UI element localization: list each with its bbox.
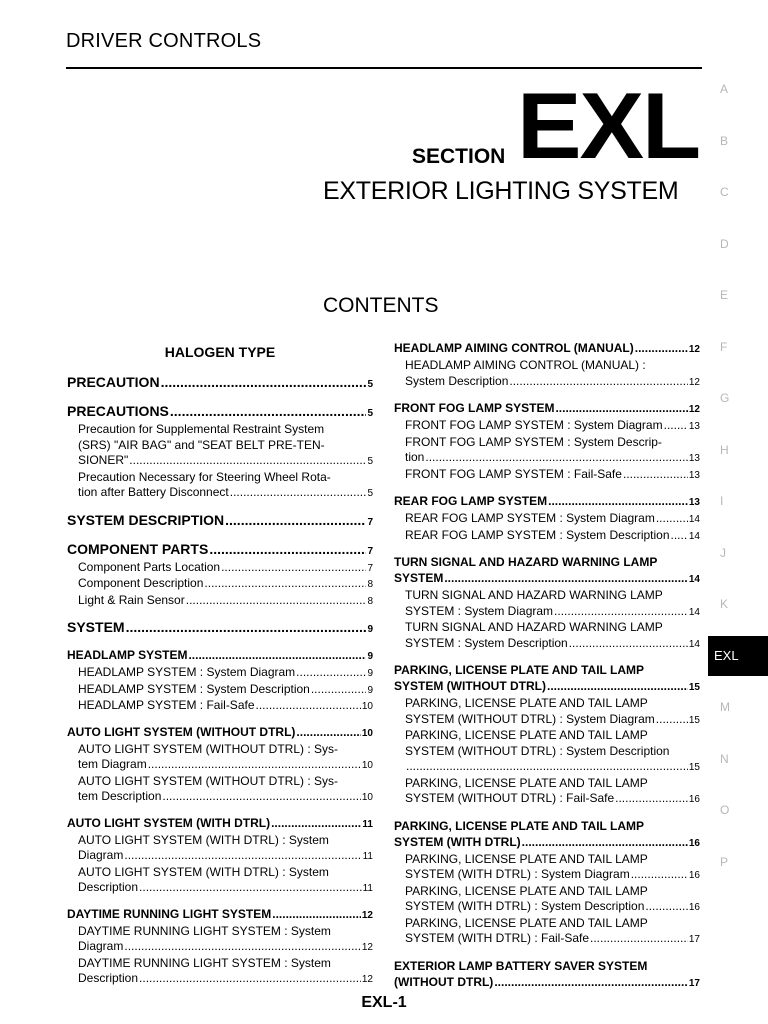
toc-entry-sub[interactable] — [67, 560, 373, 577]
toc-entry-sub[interactable] — [394, 916, 700, 948]
toc-entry-sub[interactable] — [67, 470, 373, 502]
toc-page-number: 13 — [688, 421, 700, 432]
toc-entry-sub[interactable] — [394, 528, 700, 545]
toc-entry-text: TURN SIGNAL AND HAZARD WARNING LAMP — [394, 555, 658, 569]
toc-page-number: 7 — [367, 516, 373, 528]
toc-entry-major[interactable] — [67, 374, 373, 393]
toc-page-number: 16 — [688, 902, 700, 913]
side-tab[interactable]: I — [720, 494, 724, 508]
toc-entry-text: DAYTIME RUNNING LIGHT SYSTEM : System — [78, 923, 331, 938]
toc-entry-section[interactable] — [67, 815, 373, 833]
toc-entry-text: FRONT FOG LAMP SYSTEM : Fail-Safe — [405, 466, 622, 481]
dot-leader — [126, 619, 367, 636]
toc-entry-text: SYSTEM (WITHOUT DTRL) : Fail-Safe — [405, 791, 615, 805]
toc-entry-text: SIONER" — [78, 453, 129, 467]
toc-entry-text: Precaution for Supplemental Restraint System — [78, 422, 325, 436]
toc-page-number: 14 — [688, 606, 700, 618]
toc-entry-sub[interactable] — [394, 511, 700, 528]
side-tab[interactable]: B — [720, 133, 729, 148]
toc-entry-text: DAYTIME RUNNING LIGHT SYSTEM — [67, 906, 272, 921]
toc-page-number: 10 — [361, 792, 373, 803]
toc-entry-text: tem Description — [78, 789, 162, 803]
dot-leader — [656, 712, 688, 728]
contents-heading: CONTENTS — [323, 294, 439, 317]
toc-entry-text: HEADLAMP SYSTEM : System Description — [78, 681, 310, 696]
toc-page-number: 11 — [362, 818, 373, 830]
toc-page-number: 14 — [688, 574, 700, 585]
toc-entry-text: HEADLAMP SYSTEM — [67, 648, 188, 662]
toc-entry-major[interactable] — [67, 512, 373, 531]
dot-leader — [547, 678, 688, 694]
toc-entry-major[interactable] — [67, 541, 373, 560]
dot-leader — [664, 418, 688, 434]
toc-page-number: 8 — [367, 595, 373, 607]
toc-page-number: 12 — [361, 974, 373, 985]
section-title: EXTERIOR LIGHTING SYSTEM — [323, 177, 679, 205]
toc-page-number: 12 — [688, 376, 700, 388]
dot-leader — [129, 453, 366, 469]
side-tab[interactable]: E — [720, 288, 729, 302]
toc-entry-text: System Description — [405, 373, 509, 388]
toc-entry-section[interactable] — [394, 340, 700, 358]
toc-page-number: 12 — [361, 909, 373, 921]
toc-entry-text: AUTO LIGHT SYSTEM (WITHOUT DTRL) : Sys- — [78, 741, 339, 756]
toc-entry-text: Diagram — [78, 848, 124, 862]
toc-entry-text: REAR FOG LAMP SYSTEM : System Diagram — [405, 511, 655, 525]
side-tab[interactable]: F — [720, 339, 728, 354]
toc-entry-text: PARKING, LICENSE PLATE AND TAIL LAMP — [405, 775, 648, 790]
toc-entry-text: tion after Battery Disconnect — [78, 485, 229, 499]
toc-entry-text: SYSTEM (WITHOUT DTRL) : System Diagram — [405, 711, 655, 726]
side-tab[interactable]: D — [720, 236, 729, 251]
toc-entry-text: AUTO LIGHT SYSTEM (WITH DTRL) : System — [78, 864, 329, 879]
toc-entry-text: REAR FOG LAMP SYSTEM — [394, 494, 548, 508]
toc-entry-section[interactable] — [394, 818, 700, 852]
toc-entry-major[interactable] — [67, 619, 373, 638]
toc-entry-text: TURN SIGNAL AND HAZARD WARNING LAMP — [405, 620, 663, 634]
dot-leader — [548, 493, 688, 509]
toc-entry-text: PARKING, LICENSE PLATE AND TAIL LAMP — [405, 883, 648, 898]
toc-entry-text: Light & Rain Sensor — [78, 592, 185, 607]
toc-entry-sub[interactable] — [394, 588, 700, 620]
toc-entry-sub[interactable] — [394, 418, 700, 435]
dot-leader — [271, 815, 361, 831]
toc-entry-text: FRONT FOG LAMP SYSTEM : System Descrip- — [405, 434, 662, 449]
toc-page-number: 12 — [361, 942, 373, 953]
toc-page-number: 17 — [688, 977, 700, 989]
side-tab[interactable]: G — [720, 391, 730, 405]
toc-entry-sub[interactable] — [67, 924, 373, 956]
toc-entry-text: Precaution Necessary for Steering Wheel Rota- — [78, 469, 331, 484]
section-code: EXL — [517, 73, 700, 178]
toc-entry-text: AUTO LIGHT SYSTEM (WITHOUT DTRL) — [67, 724, 296, 739]
dot-leader — [311, 682, 367, 698]
dot-leader — [221, 560, 366, 576]
toc-page-number: 15 — [688, 714, 700, 726]
toc-entry-text: SYSTEM (WITHOUT DTRL) — [394, 679, 546, 693]
toc-entry-section[interactable] — [67, 906, 373, 924]
dot-leader — [555, 400, 687, 416]
toc-entry-text: AUTO LIGHT SYSTEM (WITH DTRL) : System — [78, 832, 329, 847]
dot-leader — [444, 570, 688, 586]
side-tab[interactable]: C — [720, 185, 729, 199]
toc-entry-text: SYSTEM — [394, 571, 444, 585]
toc-entry-sub[interactable] — [394, 884, 700, 916]
toc-entry-text: tem Diagram — [78, 757, 147, 771]
side-tab[interactable]: J — [720, 545, 726, 560]
toc-entry-text: SYSTEM (WITHOUT DTRL) : System Description — [405, 743, 670, 758]
dot-leader — [124, 848, 361, 864]
toc-page-number: 17 — [688, 934, 700, 945]
toc-right-column — [394, 340, 700, 992]
toc-entry-sub[interactable] — [394, 620, 700, 652]
toc-entry-major[interactable] — [67, 403, 373, 422]
toc-page-number: 5 — [367, 379, 373, 390]
dot-leader — [635, 340, 688, 356]
toc-entry-sub[interactable] — [67, 422, 373, 470]
toc-page-number: 9 — [367, 624, 373, 635]
header-rule — [66, 67, 702, 69]
toc-page-number: 5 — [367, 456, 373, 467]
toc-page-number: 13 — [688, 497, 700, 508]
toc-page-number: 12 — [688, 344, 700, 355]
toc-page-number: 11 — [362, 851, 373, 862]
toc-entry-text: (SRS) "AIR BAG" and "SEAT BELT PRE-TEN- — [78, 437, 325, 452]
toc-page-number: 5 — [367, 408, 373, 419]
toc-page-number: 9 — [367, 651, 373, 662]
side-tab[interactable]: N — [720, 751, 729, 766]
toc-entry-sub[interactable] — [394, 696, 700, 728]
toc-page-number: 5 — [367, 488, 373, 499]
toc-entry-text: SYSTEM (WITH DTRL) : System Diagram — [405, 867, 630, 881]
side-tab[interactable]: M — [720, 700, 730, 714]
dot-leader — [509, 374, 688, 390]
dot-leader — [161, 374, 367, 391]
toc-page-number: 7 — [367, 545, 373, 557]
page-number: EXL-1 — [361, 994, 407, 1011]
toc-entry-text: HEADLAMP SYSTEM : Fail-Safe — [78, 698, 255, 712]
dot-leader — [296, 724, 360, 740]
toc-page-number: 16 — [688, 837, 700, 849]
toc-entry-section[interactable] — [67, 647, 373, 665]
toc-entry-section[interactable] — [394, 400, 700, 418]
dot-leader — [671, 528, 688, 544]
toc-entry-text: FRONT FOG LAMP SYSTEM : System Diagram — [405, 418, 663, 432]
toc-page-number: 14 — [688, 514, 700, 525]
side-tab[interactable]: H — [720, 442, 729, 457]
dot-leader — [256, 698, 361, 714]
dot-leader — [230, 485, 367, 501]
toc-entry-text: SYSTEM : System Description — [405, 635, 568, 650]
toc-entry-text: HEADLAMP SYSTEM : System Diagram — [78, 665, 296, 679]
dot-leader — [170, 403, 367, 420]
toc-entry-sub[interactable] — [67, 865, 373, 897]
toc-page-number: 7 — [367, 562, 373, 574]
toc-entry-text: PARKING, LICENSE PLATE AND TAIL LAMP — [405, 915, 648, 930]
toc-entry-text: EXTERIOR LAMP BATTERY SAVER SYSTEM — [394, 958, 648, 973]
toc-page-number: 12 — [688, 404, 700, 415]
toc-entry-text: SYSTEM — [67, 619, 125, 635]
toc-left-column — [67, 340, 373, 988]
toc-entry-sub[interactable] — [67, 682, 373, 699]
toc-entry-text: PARKING, LICENSE PLATE AND TAIL LAMP — [405, 696, 648, 710]
dot-leader — [209, 541, 366, 558]
dot-leader — [590, 931, 688, 947]
dot-leader — [615, 791, 688, 807]
toc-entry-text: SYSTEM (WITH DTRL) : System Description — [405, 899, 645, 913]
toc-entry-text: SYSTEM (WITH DTRL) : Fail-Safe — [405, 931, 590, 945]
dot-leader — [425, 450, 688, 466]
side-tab[interactable]: K — [720, 597, 729, 611]
toc-entry-text: Description — [78, 880, 139, 894]
dot-leader — [554, 604, 688, 620]
toc-entry-text: PARKING, LICENSE PLATE AND TAIL LAMP — [405, 728, 648, 742]
toc-entry-text: PARKING, LICENSE PLATE AND TAIL LAMP — [394, 663, 645, 677]
toc-entry-text: TURN SIGNAL AND HAZARD WARNING LAMP — [405, 588, 663, 602]
toc-entry-text: PRECAUTION — [67, 374, 160, 390]
toc-page-number: 14 — [688, 530, 700, 542]
toc-page-number: 10 — [361, 701, 373, 712]
toc-entry-section[interactable] — [394, 493, 700, 511]
toc-entry-sub[interactable] — [394, 852, 700, 884]
toc-entry-sub[interactable] — [394, 776, 700, 808]
toc-entry-text: SYSTEM : System Diagram — [405, 603, 554, 618]
dot-leader — [162, 789, 361, 805]
toc-entry-text: Component Parts Location — [78, 559, 221, 574]
dot-leader — [124, 939, 361, 955]
toc-entry-text: DAYTIME RUNNING LIGHT SYSTEM : System — [78, 955, 331, 970]
dot-leader — [631, 867, 688, 883]
dot-leader — [204, 576, 366, 592]
toc-page-number: 8 — [367, 579, 373, 590]
page-header-title: DRIVER CONTROLS — [66, 30, 262, 52]
toc-entry-text: (WITHOUT DTRL) — [394, 974, 494, 989]
dot-leader — [148, 757, 361, 773]
toc-entry-section[interactable] — [394, 554, 700, 588]
toc-entry-sub[interactable] — [67, 774, 373, 806]
toc-entry-text: Diagram — [78, 939, 124, 953]
toc-entry-sub[interactable] — [394, 728, 700, 776]
toc-entry-text: SYSTEM DESCRIPTION — [67, 511, 225, 528]
toc-entry-sub[interactable] — [67, 698, 373, 715]
side-tab[interactable]: P — [720, 854, 729, 869]
dot-leader — [569, 636, 688, 652]
toc-entry-section[interactable] — [394, 662, 700, 696]
dot-leader — [188, 647, 366, 663]
toc-page-number: 14 — [688, 638, 700, 650]
toc-page-number: 10 — [361, 727, 373, 739]
dot-leader — [225, 512, 366, 529]
toc-entry-sub[interactable] — [394, 435, 700, 467]
toc-entry-text: AUTO LIGHT SYSTEM (WITH DTRL) — [67, 815, 271, 830]
toc-entry-text: SYSTEM (WITH DTRL) — [394, 834, 521, 849]
dot-leader — [494, 974, 688, 990]
toc-page-number: 13 — [688, 469, 700, 481]
toc-entry-sub[interactable] — [67, 956, 373, 988]
toc-entry-text: PARKING, LICENSE PLATE AND TAIL LAMP — [405, 851, 648, 866]
toc-entry-text: PRECAUTIONS — [67, 403, 169, 419]
dot-leader — [645, 899, 688, 915]
dot-leader — [522, 834, 688, 850]
toc-entry-sub[interactable] — [67, 665, 373, 682]
side-tab[interactable]: O — [720, 803, 730, 817]
toc-page-number: 16 — [688, 794, 700, 805]
toc-entry-section[interactable] — [394, 958, 700, 992]
toc-entry-section[interactable] — [67, 724, 373, 742]
toc-entry-sub[interactable] — [67, 576, 373, 593]
toc-entry-sub[interactable] — [67, 593, 373, 610]
toc-entry-sub[interactable] — [67, 742, 373, 774]
section-word: SECTION — [412, 145, 506, 168]
toc-page-number: 13 — [688, 453, 700, 464]
toc-entry-text: Component Description — [78, 576, 204, 590]
toc-entry-text: HEADLAMP AIMING CONTROL (MANUAL) : — [405, 358, 646, 372]
toc-page-number: 11 — [362, 883, 373, 894]
toc-entry-text: Description — [78, 971, 139, 985]
toc-entry-text: FRONT FOG LAMP SYSTEM — [394, 401, 555, 415]
toc-page-number: 15 — [688, 682, 700, 693]
toc-page-number: 16 — [688, 870, 700, 881]
toc-entry-sub[interactable] — [67, 833, 373, 865]
toc-entry-text: tion — [405, 450, 425, 464]
dot-leader — [139, 971, 361, 987]
dot-leader — [406, 759, 688, 775]
dot-leader — [296, 665, 366, 681]
toc-page-number: 10 — [361, 760, 373, 771]
toc-entry-sub[interactable] — [394, 358, 700, 390]
toc-page-number: 9 — [367, 684, 373, 696]
toc-entry-text: PARKING, LICENSE PLATE AND TAIL LAMP — [394, 818, 645, 833]
dot-leader — [656, 511, 688, 527]
dot-leader — [623, 467, 688, 483]
side-tab[interactable]: A — [720, 82, 729, 96]
dot-leader — [186, 593, 367, 609]
dot-leader — [139, 880, 362, 896]
side-tab-active[interactable]: EXL — [708, 636, 768, 676]
group-title: HALOGEN TYPE — [164, 344, 276, 360]
toc-entry-text: AUTO LIGHT SYSTEM (WITHOUT DTRL) : Sys- — [78, 773, 339, 788]
toc-entry-text: COMPONENT PARTS — [67, 540, 209, 557]
toc-page-number: 9 — [367, 668, 373, 679]
toc-entry-sub[interactable] — [394, 467, 700, 484]
toc-entry-text: HEADLAMP AIMING CONTROL (MANUAL) — [394, 341, 634, 355]
toc-entry-text: REAR FOG LAMP SYSTEM : System Description — [405, 527, 670, 542]
dot-leader — [272, 906, 361, 922]
toc-page-number: 15 — [688, 762, 700, 773]
